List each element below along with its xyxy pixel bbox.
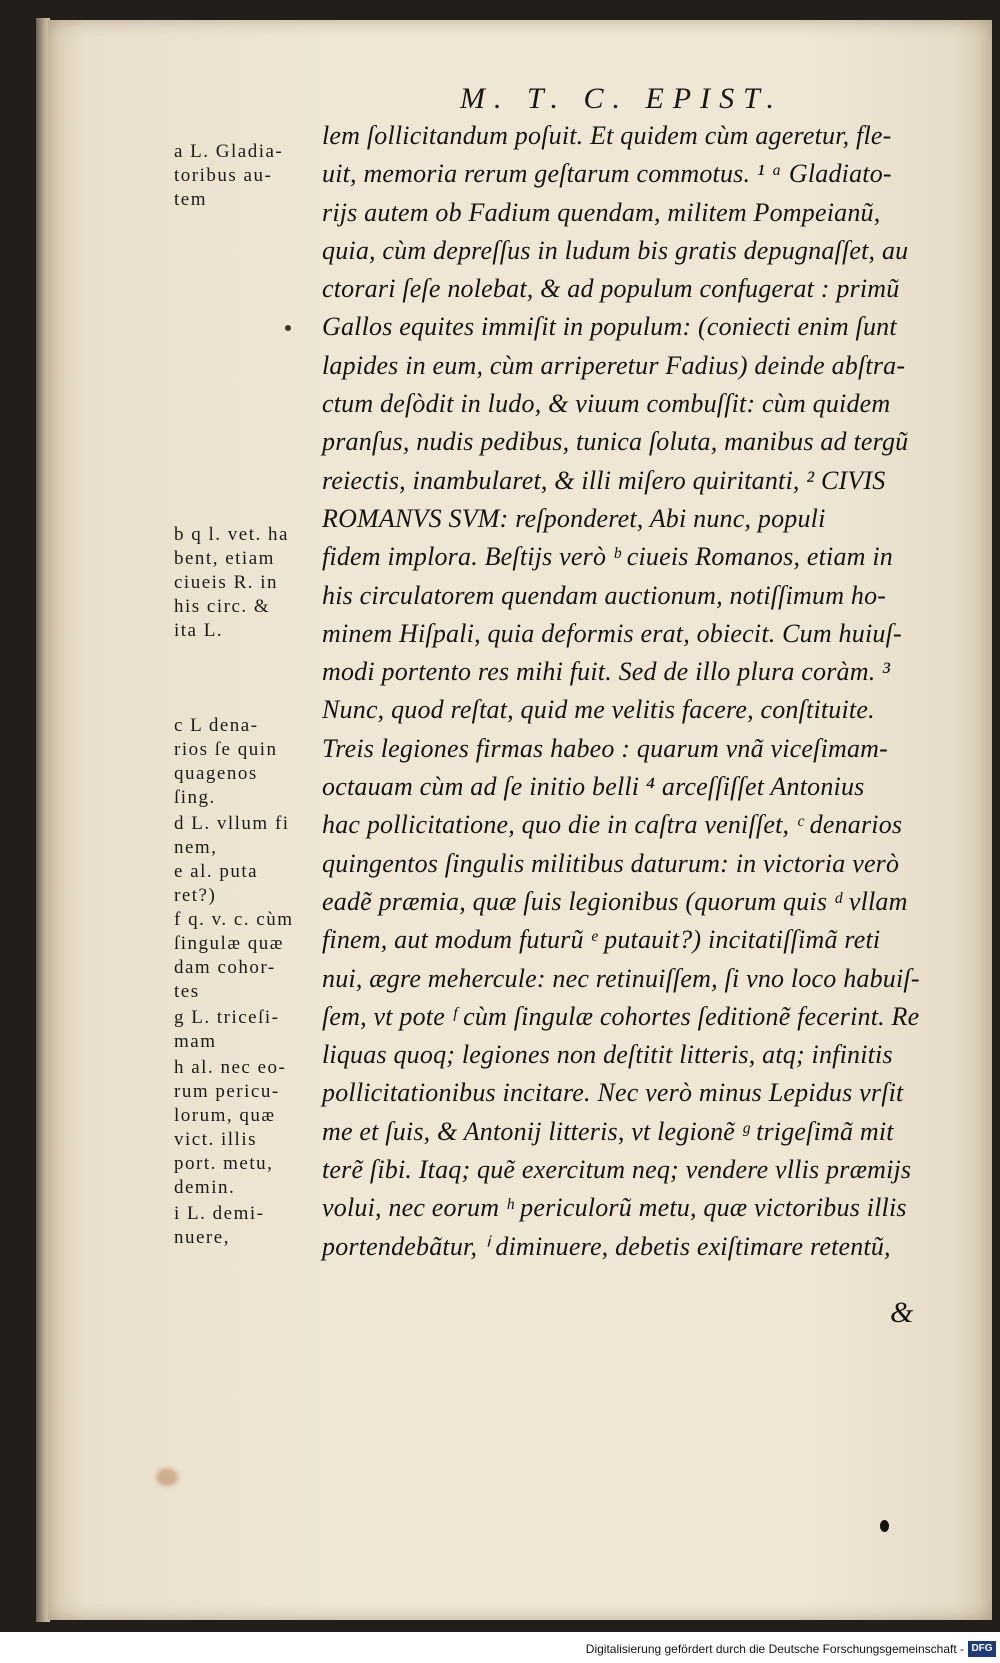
sidenote-line: vict. illis: [174, 1129, 257, 1150]
text-line: ctorari ſeſe nolebat, & ad populum confugerat : primũ: [322, 274, 900, 304]
running-head: M. T. C. EPIST.: [460, 82, 784, 115]
sidenote-line: f q. v. c. cùm: [174, 909, 294, 930]
text-line: uit, memoria rerum geſtarum commotus. ¹ ᵃ Gladiato-: [322, 159, 892, 189]
sidenote-line: nem,: [174, 837, 218, 858]
sidenote-line: quagenos: [174, 763, 258, 784]
text-line: octauam cùm ad ſe initio belli ⁴ arceſſiſſet Antonius: [322, 772, 865, 802]
text-line: Treis legiones firmas habeo : quarum vnã viceſimam-: [322, 733, 889, 763]
sidenote-g: [174, 1006, 314, 1054]
sidenote-b: [174, 523, 314, 643]
sidenote-line: b q l. vet. ha: [174, 524, 289, 545]
dfg-logo: DFG: [968, 1641, 996, 1657]
sidenote-line: tem: [174, 189, 207, 210]
sidenote-line: a L. Gladia-: [174, 141, 284, 162]
ink-blot: [880, 1520, 889, 1532]
text-line: pollicitationibus incitare. Nec verò minus Lepidus vrſit: [322, 1078, 904, 1108]
sidenote-line: tes: [174, 981, 200, 1002]
sidenote-a: [174, 140, 314, 212]
text-line: fidem implora. Beſtijs verò ᵇ ciueis Romanos, etiam in: [322, 542, 893, 572]
text-line: Nunc, quod reſtat, quid me velitis facere, conſtituite.: [322, 695, 875, 725]
text-line: his circulatorem quendam auctionum, notiſſimum ho-: [322, 580, 887, 610]
sidenote-c: [174, 714, 314, 810]
catchword: &: [890, 1296, 914, 1329]
sidenote-line: bent, etiam: [174, 548, 275, 569]
sidenote-f: [174, 908, 314, 1004]
funding-credit: Digitalisierung gefördert durch die Deutsche Forschungsgemeinschaft -: [585, 1642, 964, 1656]
text-line: quia, cùm depreſſus in ludum bis gratis depugnaſſet, au: [322, 235, 909, 265]
text-line: terẽ ſibi. Itaq; quẽ exercitum neq; vendere vllis præmijs: [322, 1155, 912, 1185]
sidenote-d: [174, 812, 314, 860]
sidenote-line: toribus au-: [174, 165, 273, 186]
text-line: lem ſollicitandum poſuit. Et quidem cùm ageretur, fle-: [322, 121, 892, 150]
text-line: modi portento res mihi fuit. Sed de illo plura coràm. ³: [322, 657, 891, 687]
text-line: eadẽ præmia, quæ ſuis legionibus (quorum quis ᵈ vllam: [322, 886, 908, 916]
sidenote-line: ret?): [174, 885, 217, 906]
sidenote-line: mam: [174, 1031, 217, 1052]
sidenote-line: dam cohor-: [174, 957, 276, 978]
foxing-stain: [156, 1468, 178, 1486]
sidenote-line: lorum, quæ: [174, 1105, 276, 1126]
text-line: lapides in eum, cùm arriperetur Fadius) deinde abſtra-: [322, 350, 906, 380]
text-line: finem, aut modum futurũ ᵉ putauit?) incitatiſſimã reti: [322, 925, 881, 955]
sidenote-line: demin.: [174, 1177, 236, 1198]
sidenote-line: nuere,: [174, 1227, 230, 1248]
text-line: nui, ægre mehercule: nec retinuiſſem, ſi vno loco habuiſ-: [322, 963, 920, 993]
text-line: ctum deſòdit in ludo, & viuum combuſſit: cùm quidem: [322, 389, 891, 419]
text-line: rijs autem ob Fadium quendam, militem Pompeianũ,: [322, 197, 881, 227]
footer-bar: [0, 1640, 1000, 1663]
text-line: minem Hiſpali, quia deformis erat, obiecit. Cum huiuſ-: [322, 618, 902, 648]
sidenote-line: i L. demi-: [174, 1203, 265, 1224]
sidenote-line: g L. triceſi-: [174, 1007, 280, 1028]
sidenote-line: ſingulæ quæ: [174, 933, 284, 954]
text-line: Gallos equites immiſit in populum: (coniecti enim ſunt: [322, 312, 897, 342]
text-line: me et ſuis, & Antonij litteris, vt legionẽ ᵍ trigeſimã mit: [322, 1116, 894, 1146]
sidenote-line: ita L.: [174, 620, 224, 641]
text-line: quingentos ſingulis militibus daturum: in victoria verò: [322, 848, 900, 878]
sidenote-line: ſing.: [174, 787, 216, 808]
text-line: ROMANVS SVM: reſponderet, Abi nunc, populi: [322, 503, 826, 533]
sidenote-line: e al. puta: [174, 861, 259, 882]
text-line: hac pollicitatione, quo die in caſtra veniſſet, ᶜ denarios: [322, 810, 903, 840]
text-line: pranſus, nudis pedibus, tunica ſoluta, manibus ad tergũ: [322, 427, 909, 457]
sidenotes-column: [174, 140, 312, 1340]
sidenote-line: ciueis R. in: [174, 572, 279, 593]
sidenote-line: c L dena-: [174, 715, 259, 736]
text-line: liquas quoq; legiones non deſtitit litteris, atq; infinitis: [322, 1040, 893, 1070]
sidenote-h: [174, 1056, 314, 1200]
text-line: volui, nec eorum ʰ periculorũ metu, quæ victoribus illis: [322, 1193, 907, 1223]
text-line: reiectis, inambularet, & illi miſero quiritanti, ² CIVIS: [322, 465, 886, 495]
sidenote-line: d L. vllum fi: [174, 813, 290, 834]
sidenote-line: h al. nec eo-: [174, 1057, 287, 1078]
sidenote-line: his circ. &: [174, 596, 271, 617]
text-line: portendebãtur, ⁱ diminuere, debetis exiſtimare retentũ,: [322, 1231, 891, 1261]
sidenote-line: port. metu,: [174, 1153, 274, 1174]
sidenote-i: [174, 1202, 314, 1250]
sidenote-e: [174, 860, 314, 908]
text-line: ſem, vt pote ᶠ cùm ſingulæ cohortes ſeditionẽ fecerint. Re: [322, 1001, 920, 1031]
main-text-block: [322, 117, 970, 1266]
sidenote-line: rum pericu-: [174, 1081, 280, 1102]
sidenote-line: rios ſe quin: [174, 739, 278, 760]
